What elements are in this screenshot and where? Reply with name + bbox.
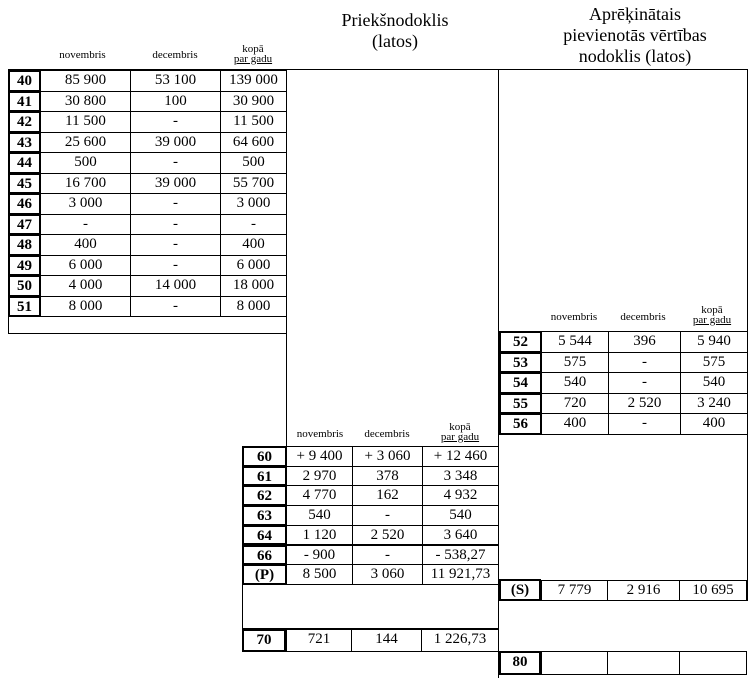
frame-block1-bottom-line	[8, 333, 286, 334]
pvn-title-line3: nodoklis (latos)	[578, 46, 692, 66]
pvn-title	[525, 4, 745, 67]
block1-cell-nov: 4 000	[40, 275, 131, 297]
block1-cell-dec: -	[130, 152, 221, 174]
block1-cell-dec: -	[130, 296, 221, 318]
block2-row-number: 56	[499, 413, 542, 435]
block3-row-number: 64	[242, 525, 287, 546]
block1-cell-kopa: 6 000	[220, 255, 287, 277]
block1-cell-nov: 16 700	[40, 173, 131, 195]
block1-row-number: 42	[8, 111, 41, 133]
block1-cell-dec: 14 000	[130, 275, 221, 297]
block2-row-number: 55	[499, 393, 542, 415]
block2-cell-nov: 575	[541, 352, 609, 374]
sum-s-dec: 2 916	[607, 580, 680, 601]
block2-row-number: 54	[499, 372, 542, 394]
block1-cell-dec: -	[130, 234, 221, 256]
block1-cell-nov: 400	[40, 234, 131, 256]
block1-cell-kopa: 400	[220, 234, 287, 256]
block3-cell-dec: 2 520	[352, 525, 423, 546]
block1-cell-kopa: 11 500	[220, 111, 287, 133]
block2-cell-kopa: 400	[680, 413, 748, 435]
block1-header-kopa-line2: par gadu	[233, 53, 273, 65]
block1-header-kopa-line1: kopā	[242, 43, 264, 55]
block3-cell-dec: + 3 060	[352, 446, 423, 467]
block2-cell-dec: -	[608, 352, 681, 374]
block3-cell-kopa: 11 921,73	[422, 564, 499, 585]
block3-header-kopa-line2: par gadu	[440, 431, 480, 443]
block1-header-dec: decembris	[152, 49, 198, 61]
block1-header-kopa	[220, 44, 286, 64]
block1-cell-nov: 25 600	[40, 132, 131, 154]
block2-header-dec: decembris	[620, 311, 666, 323]
row-number-s: (S)	[499, 579, 541, 601]
block2-cell-nov: 720	[541, 393, 609, 415]
block2-header-kopa-line1: kopā	[701, 304, 723, 316]
block2-cell-nov: 540	[541, 372, 609, 394]
block2-cell-nov: 400	[541, 413, 609, 435]
block2-cell-nov: 5 544	[541, 331, 609, 353]
block1-cell-kopa: 8 000	[220, 296, 287, 318]
priekshnodoklis-title-line2: (latos)	[372, 31, 418, 51]
block3-cell-nov: 540	[286, 505, 353, 526]
block2-cell-kopa: 3 240	[680, 393, 748, 415]
block3-cell-dec: 3 060	[352, 564, 423, 585]
block3-header-dec: decembris	[364, 428, 410, 440]
block1-row-number: 50	[8, 275, 41, 297]
block1-cell-dec: 39 000	[130, 173, 221, 195]
row80-nov	[541, 651, 608, 675]
block1-cell-kopa: 30 900	[220, 91, 287, 113]
block1-cell-dec: -	[130, 111, 221, 133]
block1-row-number: 45	[8, 173, 41, 195]
block1-row-number: 43	[8, 132, 41, 154]
row80-dec	[607, 651, 680, 675]
block2-cell-dec: 2 520	[608, 393, 681, 415]
row-number-70: 70	[242, 629, 286, 652]
block1-cell-nov: 85 900	[40, 70, 131, 92]
block3-row-number: 66	[242, 545, 287, 566]
sum-s-kopa: 10 695	[679, 580, 747, 601]
block1-cell-kopa: 500	[220, 152, 287, 174]
block1-cell-dec: -	[130, 255, 221, 277]
block3-cell-nov: + 9 400	[286, 446, 353, 467]
block2-row-number: 52	[499, 331, 542, 353]
block2-header-kopa	[680, 305, 744, 325]
block1-cell-nov: 6 000	[40, 255, 131, 277]
block2-row-number: 53	[499, 352, 542, 374]
block1-cell-dec: 53 100	[130, 70, 221, 92]
block2-header-nov: novembris	[550, 311, 598, 323]
block1-cell-kopa: 55 700	[220, 173, 287, 195]
block1-row-number: 47	[8, 214, 41, 236]
block2-cell-dec: 396	[608, 331, 681, 353]
block1-cell-kopa: -	[220, 214, 287, 236]
block3-cell-dec: -	[352, 505, 423, 526]
block3-header-nov: novembris	[296, 428, 344, 440]
block2-cell-kopa: 540	[680, 372, 748, 394]
block1-row-number: 44	[8, 152, 41, 174]
block3-cell-nov: 2 970	[286, 466, 353, 487]
block3-cell-nov: 1 120	[286, 525, 353, 546]
priekshnodoklis-title-line1: Priekšnodoklis	[341, 10, 449, 30]
block1-cell-nov: -	[40, 214, 131, 236]
block2-cell-kopa: 5 940	[680, 331, 748, 353]
row70-dec: 144	[351, 629, 422, 652]
block1-row-number: 46	[8, 193, 41, 215]
block2-cell-kopa: 575	[680, 352, 748, 374]
block2-cell-dec: -	[608, 372, 681, 394]
block1-row-number: 41	[8, 91, 41, 113]
block2-header-kopa-line2: par gadu	[692, 314, 732, 326]
row70-nov: 721	[286, 629, 352, 652]
block1-cell-dec: -	[130, 214, 221, 236]
block1-cell-nov: 30 800	[40, 91, 131, 113]
block3-cell-kopa: 3 348	[422, 466, 499, 487]
block3-cell-dec: -	[352, 545, 423, 566]
block3-row-number: 63	[242, 505, 287, 526]
block3-row-number: 62	[242, 485, 287, 506]
block1-cell-dec: 39 000	[130, 132, 221, 154]
block2-cell-dec: -	[608, 413, 681, 435]
pvn-title-line1: Aprēķinātais	[589, 4, 681, 24]
block3-cell-kopa: + 12 460	[422, 446, 499, 467]
pvn-title-line2: pievienotās vērtības	[563, 25, 707, 45]
priekshnodoklis-title	[290, 10, 500, 52]
block1-header-nov: novembris	[59, 49, 106, 61]
sum-s-nov: 7 779	[541, 580, 608, 601]
block3-row-number: 61	[242, 466, 287, 487]
block1-cell-nov: 500	[40, 152, 131, 174]
block3-header-kopa-line1: kopā	[449, 421, 471, 433]
block1-cell-dec: -	[130, 193, 221, 215]
block3-cell-kopa: 3 640	[422, 525, 499, 546]
block3-cell-dec: 162	[352, 485, 423, 506]
block1-cell-kopa: 139 000	[220, 70, 287, 92]
block3-header-kopa	[422, 422, 498, 442]
block1-row-number: 51	[8, 296, 41, 318]
block3-cell-kopa: - 538,27	[422, 545, 499, 566]
block3-row-number: (P)	[242, 564, 287, 585]
block1-cell-kopa: 64 600	[220, 132, 287, 154]
block1-cell-nov: 8 000	[40, 296, 131, 318]
row80-kopa	[679, 651, 747, 675]
row70-kopa: 1 226,73	[421, 629, 499, 652]
block1-cell-dec: 100	[130, 91, 221, 113]
block3-cell-dec: 378	[352, 466, 423, 487]
block1-cell-kopa: 18 000	[220, 275, 287, 297]
block1-cell-nov: 11 500	[40, 111, 131, 133]
block1-row-number: 49	[8, 255, 41, 277]
block1-cell-nov: 3 000	[40, 193, 131, 215]
block3-cell-kopa: 540	[422, 505, 499, 526]
block1-row-number: 40	[8, 70, 41, 92]
block3-cell-nov: - 900	[286, 545, 353, 566]
block3-cell-kopa: 4 932	[422, 485, 499, 506]
block1-row-number: 48	[8, 234, 41, 256]
block3-cell-nov: 8 500	[286, 564, 353, 585]
block3-row-number: 60	[242, 446, 287, 467]
row-number-80: 80	[499, 651, 541, 675]
block3-cell-nov: 4 770	[286, 485, 353, 506]
block1-cell-kopa: 3 000	[220, 193, 287, 215]
